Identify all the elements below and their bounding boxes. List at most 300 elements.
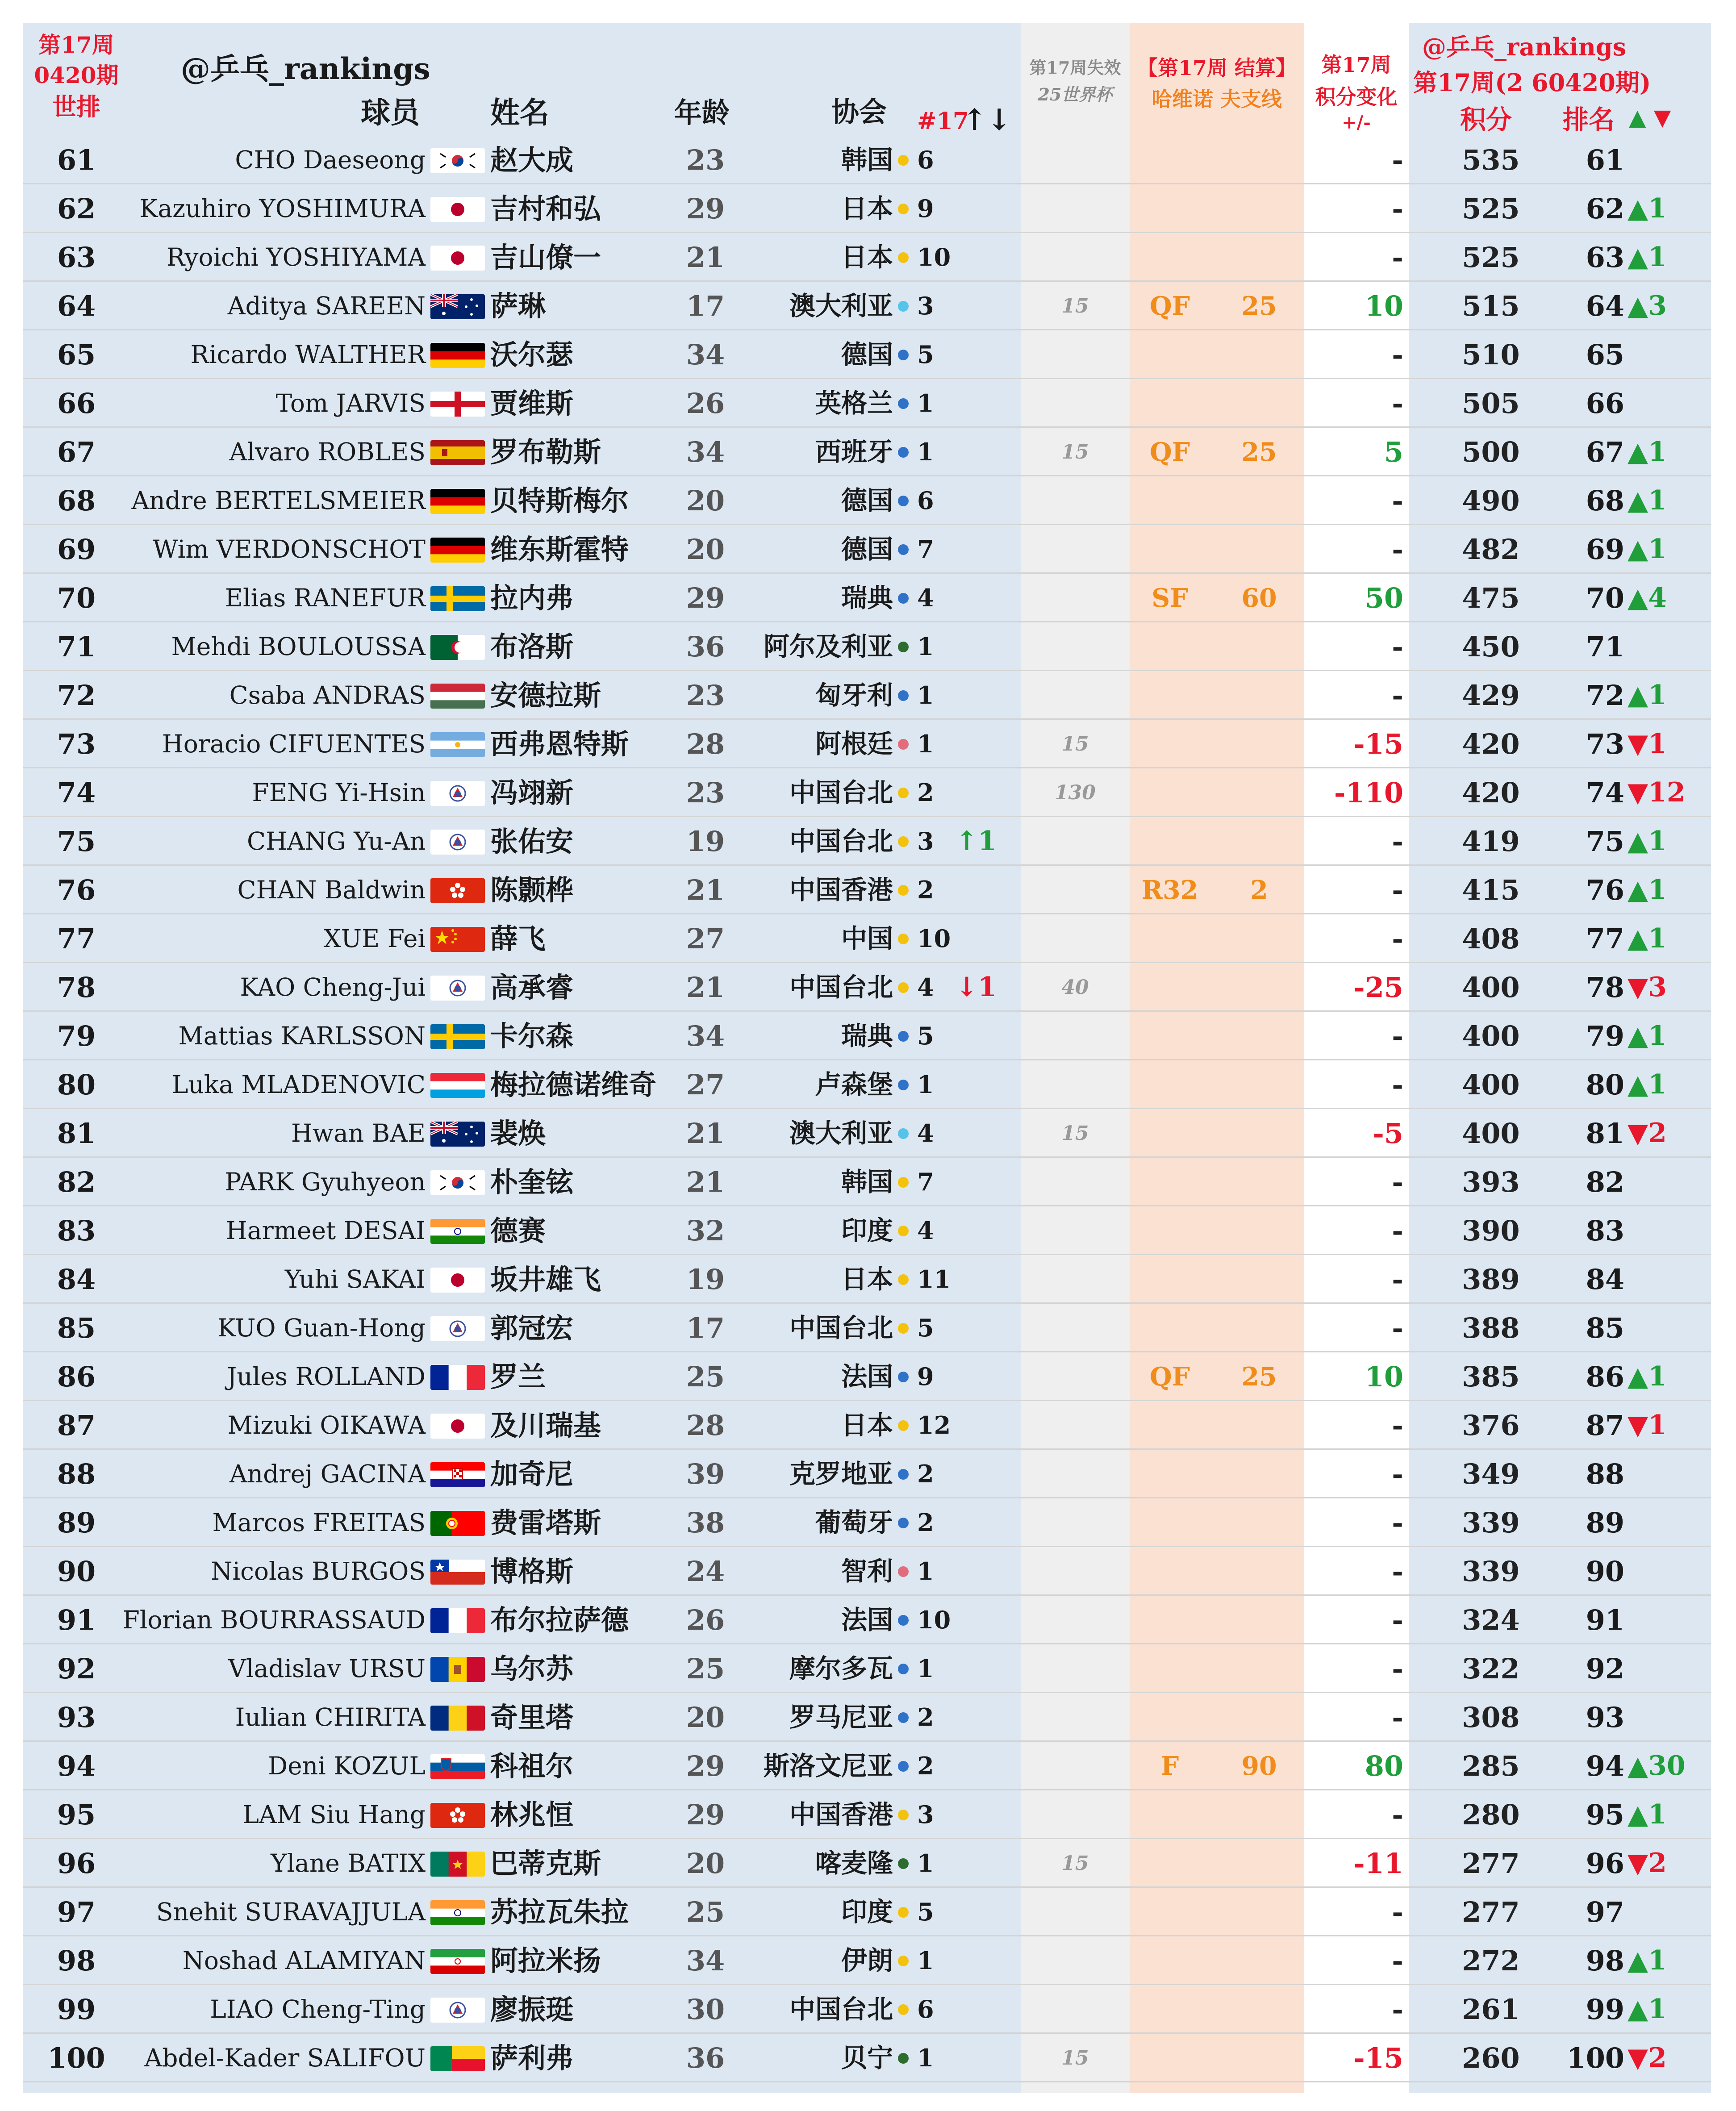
fra-flag-icon (430, 1365, 485, 1390)
event-result (1130, 379, 1210, 428)
lost-points (1021, 1790, 1130, 1839)
world-rank: 76 (57, 874, 96, 906)
event-result (1130, 1936, 1210, 1985)
event-points (1214, 184, 1304, 233)
association-dot-icon (898, 155, 909, 166)
eng-flag-icon (430, 392, 485, 417)
points-change: - (1392, 1798, 1403, 1831)
lost-header-line2: 25世界杯 (1038, 84, 1113, 104)
association-rank: 1 (917, 1849, 934, 1877)
total-points: 525 (1462, 241, 1520, 274)
player-name-en: Ylane BATIX (271, 1849, 426, 1877)
fra-flag-icon (430, 1608, 485, 1633)
player-name-en: FENG Yi-Hsin (252, 778, 426, 807)
points-change: - (1392, 1944, 1403, 1977)
player-name-zh: 布洛斯 (490, 630, 574, 663)
player-age: 29 (686, 582, 725, 614)
rank-movement: ▲1 (1628, 1361, 1667, 1392)
rank-movement: ▼2 (1628, 1848, 1667, 1879)
change-header-line1: 第17周 (1321, 53, 1391, 77)
lost-points: 15 (1061, 733, 1089, 755)
association: 贝宁 (841, 2043, 893, 2073)
rank-arrows (1629, 104, 1671, 130)
cro-flag-icon (430, 1462, 485, 1487)
association: 西班牙 (815, 437, 893, 467)
player-name-en: LIAO Cheng-Ting (210, 1995, 426, 2023)
mda-flag-icon (430, 1657, 485, 1682)
association-dot-icon (898, 204, 909, 214)
lost-points: 15 (1061, 441, 1089, 463)
rank-movement: ▲1 (1628, 874, 1667, 905)
total-points: 390 (1462, 1214, 1520, 1247)
lost-points: 130 (1055, 781, 1096, 804)
association: 中国台北 (789, 777, 893, 808)
player-age: 17 (686, 290, 725, 322)
lost-header-line1: 第17周失效 (1029, 58, 1121, 78)
world-rank: 93 (57, 1701, 96, 1734)
player-name-zh: 郭冠宏 (490, 1312, 574, 1344)
event-points (1214, 1060, 1304, 1109)
player-name-en: Andrej GACINA (229, 1460, 426, 1488)
association: 中国台北 (789, 826, 893, 856)
event-result (1130, 671, 1210, 720)
association-rank-change: ↑1 (956, 826, 997, 857)
player-name-zh: 奇里塔 (490, 1701, 574, 1734)
table-row (0, 1742, 1736, 1790)
rank-down-glyph: ▼ (1653, 104, 1671, 130)
player-name-en: KUO Guan-Hong (217, 1314, 426, 1342)
player-name-zh: 罗兰 (490, 1360, 546, 1393)
hun-flag-icon (430, 684, 485, 709)
points-change: - (1392, 241, 1403, 274)
lost-points (1021, 1547, 1130, 1596)
table-row (0, 914, 1736, 963)
world-rank: 73 (57, 728, 96, 760)
association-rank: 5 (917, 1898, 934, 1926)
association: 澳大利亚 (789, 1118, 893, 1148)
new-rank: 85 (1586, 1312, 1624, 1344)
points-change: 5 (1384, 436, 1403, 468)
points-change: - (1392, 144, 1403, 176)
points-change: - (1392, 1409, 1403, 1442)
table-row (0, 428, 1736, 476)
association-dot-icon (898, 1664, 909, 1674)
swe-flag-icon (430, 586, 485, 611)
world-rank: 82 (57, 1166, 96, 1198)
change-header-line2: 积分变化 (1315, 85, 1398, 109)
points-change: - (1392, 387, 1403, 420)
player-name-zh: 布尔拉萨德 (490, 1604, 629, 1636)
player-name-en: Jules ROLLAND (227, 1362, 426, 1391)
association: 日本 (841, 1264, 893, 1294)
new-rank: 69 (1586, 533, 1624, 566)
association-rank-change (956, 1985, 1009, 2034)
event-result (1130, 1158, 1210, 1206)
lost-points (1021, 379, 1130, 428)
world-rank: 100 (47, 2042, 105, 2074)
world-rank: 87 (57, 1409, 96, 1442)
player-name-zh: 沃尔瑟 (490, 338, 574, 371)
points-change: - (1392, 1263, 1403, 1296)
points-change: - (1392, 338, 1403, 371)
association-rank: 5 (917, 1314, 934, 1342)
total-points: 376 (1462, 1409, 1520, 1442)
association-rank: 6 (917, 146, 934, 174)
table-row (0, 233, 1736, 282)
player-age: 29 (686, 1750, 725, 1782)
player-name-zh: 吉村和弘 (490, 192, 601, 225)
association-rank: 9 (917, 1362, 934, 1391)
new-rank: 81 (1586, 1117, 1624, 1150)
association-rank-change (956, 1790, 1009, 1839)
association: 印度 (841, 1215, 893, 1246)
table-header (0, 23, 1736, 136)
player-age: 25 (686, 1360, 725, 1393)
association-dot-icon (898, 788, 909, 798)
world-rank: 71 (57, 630, 96, 663)
event-points: 60 (1241, 583, 1277, 613)
association-dot-icon (898, 885, 909, 896)
table-row (0, 330, 1736, 379)
player-name-zh: 费雷塔斯 (490, 1506, 601, 1539)
total-points: 261 (1462, 1993, 1520, 2026)
new-rank: 65 (1586, 338, 1624, 371)
player-name-en: CHO Daeseong (235, 146, 426, 174)
new-rank: 91 (1586, 1604, 1624, 1636)
player-age: 21 (686, 874, 725, 906)
association-rank-change (956, 914, 1009, 963)
period-label: 0420期 (34, 62, 119, 88)
association-rank-change (956, 1498, 1009, 1547)
player-name-en: Hwan BAE (291, 1119, 426, 1147)
association-rank: 7 (917, 1168, 934, 1196)
association-rank: 2 (917, 1752, 934, 1780)
world-rank: 65 (57, 338, 96, 371)
association: 瑞典 (841, 1021, 893, 1051)
association-dot-icon (898, 836, 909, 847)
event-result (1130, 1985, 1210, 2034)
new-rank: 61 (1586, 144, 1624, 176)
world-rank: 92 (57, 1652, 96, 1685)
world-rank: 69 (57, 533, 96, 566)
association-dot-icon (898, 1469, 909, 1480)
total-points: 388 (1462, 1312, 1520, 1344)
player-name-zh: 赵大成 (490, 144, 574, 176)
player-name-zh: 拉内弗 (490, 582, 574, 614)
world-rank: 98 (57, 1944, 96, 1977)
new-rank: 75 (1586, 825, 1624, 858)
lost-points (1021, 1255, 1130, 1304)
lost-points (1021, 1012, 1130, 1060)
player-age: 23 (686, 144, 725, 176)
player-name-en: Abdel-Kader SALIFOU (144, 2044, 426, 2072)
event-result (1130, 1693, 1210, 1742)
total-points: 280 (1462, 1798, 1520, 1831)
rank-movement: ▲1 (1628, 1799, 1667, 1830)
event-points (1214, 1547, 1304, 1596)
points-label: 积分 (1460, 104, 1512, 135)
association: 法国 (841, 1605, 893, 1635)
player-age: 32 (686, 1214, 725, 1247)
lost-points: 15 (1061, 1852, 1089, 1875)
world-rank: 80 (57, 1068, 96, 1101)
points-change: - (1392, 1701, 1403, 1734)
event-points (1214, 1888, 1304, 1936)
world-rank: 95 (57, 1798, 96, 1831)
rou-flag-icon (430, 1706, 485, 1731)
world-rank: 88 (57, 1458, 96, 1490)
aus-flag-icon (430, 1122, 485, 1147)
player-name-zh: 张佑安 (490, 825, 574, 858)
lost-points (1021, 1888, 1130, 1936)
table-row (0, 476, 1736, 525)
association-dot-icon (898, 1031, 909, 1042)
rank-movement: ▲1 (1628, 1994, 1667, 2025)
lost-points (1021, 233, 1130, 282)
player-name-en: Iulian CHIRITA (235, 1703, 426, 1731)
event-result (1130, 914, 1210, 963)
table-row (0, 1644, 1736, 1693)
event-result (1130, 1401, 1210, 1450)
association-rank: 1 (917, 1557, 934, 1585)
player-age: 23 (686, 776, 725, 809)
association-dot-icon (898, 1518, 909, 1528)
player-age: 34 (686, 338, 725, 371)
association-dot-icon (898, 1323, 909, 1334)
association: 阿根廷 (815, 729, 893, 759)
points-change: -11 (1353, 1847, 1403, 1880)
player-name-zh: 贾维斯 (490, 387, 574, 420)
player-age: 20 (686, 1701, 725, 1734)
association-rank-change (956, 1401, 1009, 1450)
event-result (1130, 330, 1210, 379)
association: 卢森堡 (815, 1069, 893, 1100)
total-points: 482 (1462, 533, 1520, 566)
new-rank: 83 (1586, 1214, 1624, 1247)
world-rank: 62 (57, 192, 96, 225)
points-change: - (1392, 1020, 1403, 1052)
association-rank-change (956, 1012, 1009, 1060)
player-name-zh: 薛飞 (490, 922, 546, 955)
tpe-flag-icon (430, 781, 485, 806)
arg-flag-icon (430, 732, 485, 757)
association-rank: 1 (917, 632, 934, 661)
association-rank: 3 (917, 827, 934, 855)
event-points (1214, 1450, 1304, 1498)
new-rank: 82 (1586, 1166, 1624, 1198)
association-rank: 2 (917, 778, 934, 807)
total-points: 400 (1462, 1117, 1520, 1150)
association: 澳大利亚 (789, 291, 893, 321)
total-points: 349 (1462, 1458, 1520, 1490)
jpn-flag-icon (430, 246, 485, 271)
player-age: 21 (686, 1166, 725, 1198)
association: 法国 (841, 1361, 893, 1392)
player-age: 29 (686, 192, 725, 225)
new-rank: 63 (1586, 241, 1624, 274)
points-change: - (1392, 1312, 1403, 1344)
kor-flag-icon (430, 148, 485, 173)
association-dot-icon (898, 739, 909, 750)
rank-label: 排名 (1563, 104, 1615, 135)
player-age: 21 (686, 241, 725, 274)
association: 伊朗 (841, 1945, 893, 1976)
association-rank-change (956, 2034, 1009, 2082)
lost-points (1021, 1742, 1130, 1790)
association: 克罗地亚 (789, 1459, 893, 1489)
association-dot-icon (898, 1907, 909, 1918)
event-points (1214, 1109, 1304, 1158)
association-rank: 10 (917, 924, 951, 953)
total-points: 385 (1462, 1360, 1520, 1393)
association-rank-change (956, 330, 1009, 379)
points-change: - (1392, 1458, 1403, 1490)
association-rank: 9 (917, 194, 934, 223)
association-rank-change (956, 1352, 1009, 1401)
lost-points (1021, 525, 1130, 574)
kor-flag-icon (430, 1170, 485, 1195)
event-result (1130, 622, 1210, 671)
rank-movement: ▲1 (1628, 534, 1667, 565)
association-rank-change (956, 1742, 1009, 1790)
player-name-zh: 卡尔森 (490, 1020, 574, 1052)
world-rank: 67 (57, 436, 96, 468)
association-dot-icon (898, 2004, 909, 2015)
new-rank: 99 (1586, 1993, 1624, 2026)
lost-points (1021, 1644, 1130, 1693)
association-rank: 2 (917, 1703, 934, 1731)
association-rank-change (956, 136, 1009, 184)
player-age: 26 (686, 1604, 725, 1636)
table-row (0, 184, 1736, 233)
lost-points: 15 (1061, 1122, 1089, 1145)
event-points: 25 (1241, 437, 1277, 467)
association-rank: 1 (917, 681, 934, 709)
event-points (1214, 914, 1304, 963)
association-rank-change (956, 1888, 1009, 1936)
total-points: 420 (1462, 728, 1520, 760)
chn-flag-icon (430, 927, 485, 952)
lost-points (1021, 184, 1130, 233)
world-rank: 72 (57, 679, 96, 712)
new-rank: 73 (1586, 728, 1624, 760)
association: 智利 (841, 1556, 893, 1586)
rank-movement: ▼12 (1628, 777, 1686, 808)
event-result: F (1160, 1751, 1179, 1781)
lost-points (1021, 1985, 1130, 2034)
player-name-zh: 萨利弗 (490, 2042, 574, 2074)
esp-flag-icon (430, 440, 485, 465)
points-change: - (1392, 1896, 1403, 1928)
player-age: 19 (686, 825, 725, 858)
player-name-zh: 及川瑞基 (490, 1409, 601, 1442)
table-row (0, 1498, 1736, 1547)
player-name-zh: 裴焕 (490, 1117, 546, 1150)
table-row (0, 671, 1736, 720)
player-name-en: Elias RANEFUR (225, 584, 426, 612)
player-name-zh: 博格斯 (490, 1555, 574, 1588)
association-rank: 2 (917, 1508, 934, 1537)
association-dot-icon (898, 1858, 909, 1869)
world-rank: 66 (57, 387, 96, 420)
world-rank: 64 (57, 290, 96, 322)
event-points (1214, 1498, 1304, 1547)
total-points: 339 (1462, 1555, 1520, 1588)
player-name-en: XUE Fei (323, 924, 426, 953)
new-handle: @乒乓_rankings (1422, 33, 1627, 61)
total-points: 389 (1462, 1263, 1520, 1296)
player-name-en: Csaba ANDRAS (229, 681, 426, 709)
player-name-zh: 安德拉斯 (490, 679, 601, 712)
age-label: 年龄 (674, 96, 730, 129)
association-rank-change (956, 1255, 1009, 1304)
player-name-zh: 陈颢桦 (490, 874, 574, 906)
player-age: 30 (686, 1993, 725, 2026)
player-age: 28 (686, 728, 725, 760)
new-rank: 94 (1586, 1750, 1624, 1782)
table-row (0, 136, 1736, 184)
world-rank: 70 (57, 582, 96, 614)
player-name-en: Vladislav URSU (228, 1654, 426, 1683)
event-result (1130, 184, 1210, 233)
player-name-zh: 罗布勒斯 (490, 436, 601, 468)
association-rank: 10 (917, 1606, 951, 1634)
new-rank: 79 (1586, 1020, 1624, 1052)
event-result (1130, 1790, 1210, 1839)
association-dot-icon (898, 350, 909, 360)
player-name-en: PARK Gyuhyeon (225, 1168, 426, 1196)
new-rank: 72 (1586, 679, 1624, 712)
event-points (1214, 1790, 1304, 1839)
points-change: - (1392, 192, 1403, 225)
player-name-zh: 阿拉米扬 (490, 1944, 601, 1977)
player-age: 34 (686, 436, 725, 468)
player-age: 27 (686, 1068, 725, 1101)
rank-up-glyph: ▲ (1629, 104, 1646, 130)
cmr-flag-icon (430, 1852, 485, 1877)
lost-points (1021, 574, 1130, 622)
player-age: 20 (686, 533, 725, 566)
tpe-flag-icon (430, 1316, 485, 1341)
points-change: - (1392, 922, 1403, 955)
association-rank-change (956, 379, 1009, 428)
player-name-en: Snehit SURAVAJJULA (156, 1898, 426, 1926)
player-name-zh: 萨琳 (490, 290, 546, 322)
lost-points: 15 (1061, 295, 1089, 317)
association-rank-change (956, 574, 1009, 622)
event-result (1130, 1839, 1210, 1888)
event-result: QF (1149, 1362, 1190, 1392)
association-rank-change (956, 720, 1009, 768)
hkg-flag-icon (430, 1803, 485, 1828)
new-rank: 78 (1586, 971, 1624, 1004)
association: 中国香港 (789, 875, 893, 905)
total-points: 505 (1462, 387, 1520, 420)
association-rank: 12 (917, 1411, 951, 1439)
new-rank: 68 (1586, 484, 1624, 517)
association: 日本 (841, 193, 893, 224)
total-points: 419 (1462, 825, 1520, 858)
world-rank: 89 (57, 1506, 96, 1539)
points-change: -15 (1353, 728, 1403, 760)
hkg-flag-icon (430, 878, 485, 903)
table-row (0, 622, 1736, 671)
lost-points (1021, 671, 1130, 720)
association-dot-icon (898, 496, 909, 506)
event-points (1214, 1304, 1304, 1352)
total-points: 400 (1462, 1020, 1520, 1052)
player-name-zh: 苏拉瓦朱拉 (490, 1896, 629, 1928)
